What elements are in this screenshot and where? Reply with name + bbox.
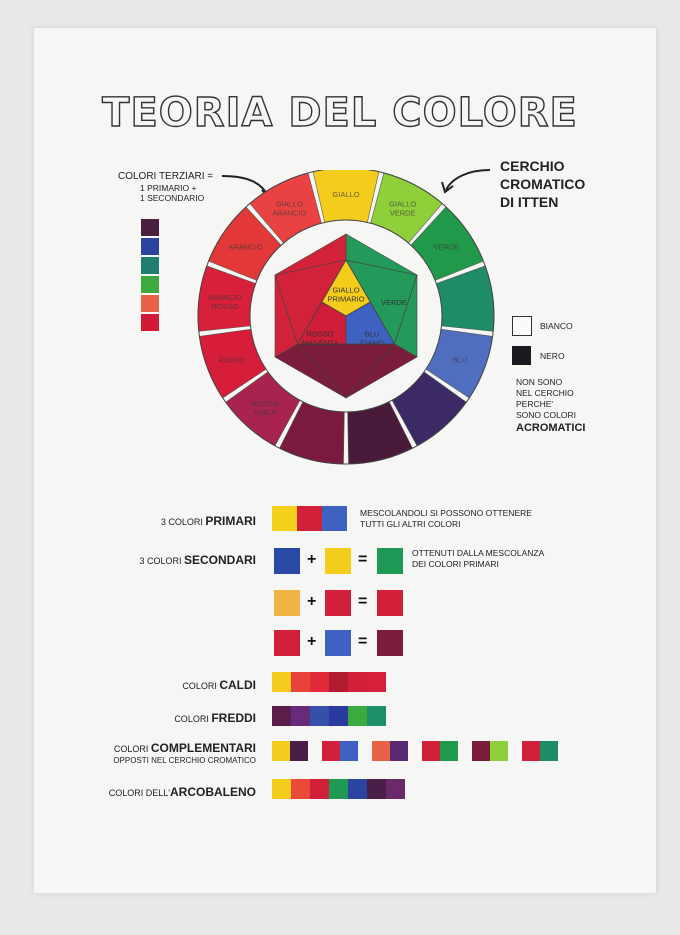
primari-swatch [297, 506, 322, 531]
secondari-operand-swatch [274, 548, 300, 574]
secondari-operand-swatch [274, 630, 300, 656]
arcobaleno-swatch [367, 779, 386, 799]
caldi-swatch [348, 672, 367, 692]
secondari-note1: OTTENUTI DALLA MESCOLANZA [412, 548, 545, 558]
complementari-swatch [540, 741, 558, 761]
wheel-segment-label: VIOLA [254, 407, 277, 417]
primari-label: 3 COLORI PRIMARI [160, 514, 256, 528]
nero-label: NERO [540, 351, 565, 361]
acromatici-line2: NEL CERCHIO [516, 388, 574, 398]
arcobaleno-swatch [310, 779, 329, 799]
primari-note2: TUTTI GLI ALTRI COLORI [360, 519, 461, 529]
primary-label: BLU [364, 329, 380, 339]
complementari-swatch [422, 741, 440, 761]
page-title: TEORIA DEL COLORE [102, 90, 578, 136]
primari-swatch [272, 506, 297, 531]
complementari-swatch [472, 741, 490, 761]
nero-swatch [512, 346, 531, 365]
complementari-swatch [522, 741, 540, 761]
freddi-swatch [367, 706, 386, 726]
primary-label: ROSSO [306, 329, 334, 339]
complementari-label: COLORI COMPLEMENTARI [113, 741, 256, 755]
complementari-swatch [340, 741, 358, 761]
complementari-swatch [440, 741, 458, 761]
primary-label: PRIMARIO [327, 294, 365, 304]
bianco-swatch [512, 316, 532, 336]
acromatici-line1: NON SONO [516, 377, 563, 387]
wheel-segment-label: ROSSO [211, 301, 239, 311]
wheel-segment-label: GIALLO [332, 190, 360, 199]
terziari-line2: 1 PRIMARIO + [140, 183, 197, 193]
cerchio-line3: DI ITTEN [500, 194, 559, 210]
terziari-line3: 1 SECONDARIO [140, 193, 205, 203]
equals-sign: = [358, 593, 368, 610]
caldi-swatch [329, 672, 348, 692]
primary-label: CIANO [360, 338, 384, 348]
acromatici-line4: SONO COLORI [516, 410, 576, 420]
secondari-operand-swatch [274, 590, 300, 616]
complementari-swatch [272, 741, 290, 761]
caldi-swatch [367, 672, 386, 692]
freddi-swatch [348, 706, 367, 726]
color-wheel [196, 170, 496, 480]
wheel-segment-label: ARANCIO [207, 292, 242, 302]
wheel-segment-label: ARANCIO [272, 208, 307, 218]
primary-label: GIALLO [332, 285, 360, 295]
wheel-segment-label: VERDE [389, 208, 416, 218]
freddi-swatch [291, 706, 310, 726]
arcobaleno-label: COLORI DELL'ARCOBALENO [108, 785, 256, 799]
plus-sign: + [307, 633, 317, 650]
arcobaleno-swatch [348, 779, 367, 799]
primary-label: MAGENTA [301, 338, 339, 348]
terziari-heading: COLORI TERZIARI = [118, 171, 214, 182]
caldi-swatch [272, 672, 291, 692]
caldi-swatch [291, 672, 310, 692]
complementari-swatch [490, 741, 508, 761]
caldi-swatch [310, 672, 329, 692]
cerchio-line2: CROMATICO [500, 176, 586, 192]
freddi-label: COLORI FREDDI [174, 711, 256, 725]
wheel-segment-label: ARANCIO [228, 242, 263, 252]
secondari-result-swatch [377, 590, 403, 616]
wheel-segment-label: GIALLO [389, 199, 417, 209]
wheel-segment-label: GIALLO [275, 199, 303, 209]
wheel-segment-label: ROSSO [251, 398, 279, 408]
secondary-label: VERDE [381, 298, 407, 307]
primari-swatch [322, 506, 347, 531]
bianco-label: BIANCO [540, 321, 573, 331]
wheel-segment-label: VERDE [433, 242, 460, 252]
secondari-operand-swatch [325, 590, 351, 616]
wheel-segment-label: BLU [452, 355, 468, 365]
primari-note1: MESCOLANDOLI SI POSSONO OTTENERE [360, 508, 532, 518]
equals-sign: = [358, 633, 368, 650]
secondari-label: 3 COLORI SECONDARI [139, 553, 256, 567]
arcobaleno-swatch [291, 779, 310, 799]
secondari-result-swatch [377, 548, 403, 574]
complementari-swatch [322, 741, 340, 761]
secondari-result-swatch [377, 630, 403, 656]
cerchio-line1: CERCHIO [500, 158, 565, 174]
secondari-operand-swatch [325, 548, 351, 574]
arcobaleno-swatch [272, 779, 291, 799]
caldi-label: COLORI CALDI [182, 678, 256, 692]
plus-sign: + [307, 551, 317, 568]
acromatici-emph: ACROMATICI [516, 422, 586, 434]
complementari-swatch [290, 741, 308, 761]
freddi-swatch [272, 706, 291, 726]
freddi-swatch [329, 706, 348, 726]
arcobaleno-swatch [386, 779, 405, 799]
secondari-operand-swatch [325, 630, 351, 656]
acromatici-line3: PERCHE' [516, 399, 554, 409]
arcobaleno-swatch [329, 779, 348, 799]
complementari-swatch [390, 741, 408, 761]
equals-sign: = [358, 551, 368, 568]
wheel-segment-label: ROSSO [218, 355, 246, 365]
complementari-sub: OPPOSTI NEL CERCHIO CROMATICO [113, 756, 256, 765]
complementari-swatch [372, 741, 390, 761]
secondari-note2: DEI COLORI PRIMARI [412, 559, 499, 569]
freddi-swatch [310, 706, 329, 726]
plus-sign: + [307, 593, 317, 610]
